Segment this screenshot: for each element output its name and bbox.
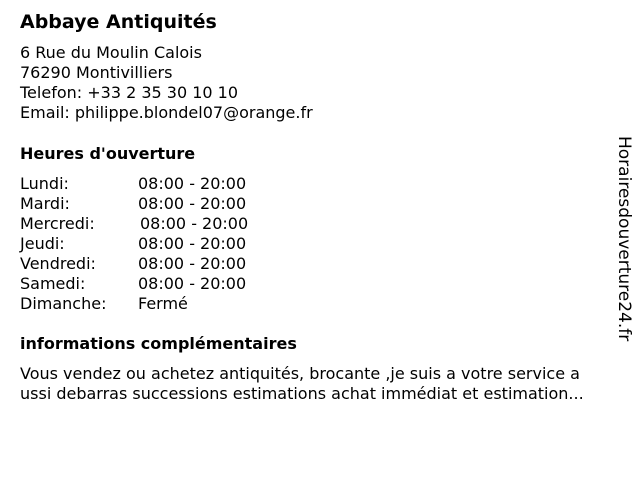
day-label: Lundi: xyxy=(20,174,69,193)
day-hours: 08:00 - 20:00 xyxy=(138,254,247,273)
day-hours: Fermé xyxy=(138,294,188,313)
day-label: Mercredi: xyxy=(20,214,95,233)
day-hours: 08:00 - 20:00 xyxy=(138,234,247,253)
hours-row-wednesday xyxy=(20,214,320,234)
hours-row-tuesday xyxy=(20,194,320,214)
email-address[interactable]: Email: philippe.blondel07@orange.fr xyxy=(20,103,313,122)
business-name: Abbaye Antiquités xyxy=(20,11,217,33)
hours-row-saturday xyxy=(20,274,320,294)
hours-row-thursday xyxy=(20,234,320,254)
opening-hours-table xyxy=(20,174,320,314)
day-label: Jeudi: xyxy=(20,234,65,253)
day-label: Samedi: xyxy=(20,274,86,293)
address-block xyxy=(20,43,313,123)
opening-hours-heading: Heures d'ouverture xyxy=(20,144,196,163)
additional-info-heading: informations complémentaires xyxy=(20,334,297,353)
day-hours: 08:00 - 20:00 xyxy=(140,214,249,233)
day-label: Mardi: xyxy=(20,194,70,213)
description-line: Vous vendez ou achetez antiquités, brocante ,je suis a votre service a xyxy=(20,364,580,383)
site-watermark: Horairesdouverture24.fr xyxy=(614,136,634,342)
hours-row-monday xyxy=(20,174,320,194)
hours-row-sunday xyxy=(20,294,320,314)
postal-city: 76290 Montivilliers xyxy=(20,63,173,82)
business-description xyxy=(20,364,630,404)
description-line: ussi debarras successions estimations achat immédiat et estimation... xyxy=(20,384,584,403)
day-hours: 08:00 - 20:00 xyxy=(138,194,247,213)
day-hours: 08:00 - 20:00 xyxy=(138,174,247,193)
day-label: Vendredi: xyxy=(20,254,96,273)
phone-number[interactable]: Telefon: +33 2 35 30 10 10 xyxy=(20,83,239,102)
day-label: Dimanche: xyxy=(20,294,107,313)
day-hours: 08:00 - 20:00 xyxy=(138,274,247,293)
street-address: 6 Rue du Moulin Calois xyxy=(20,43,202,62)
hours-row-friday xyxy=(20,254,320,274)
